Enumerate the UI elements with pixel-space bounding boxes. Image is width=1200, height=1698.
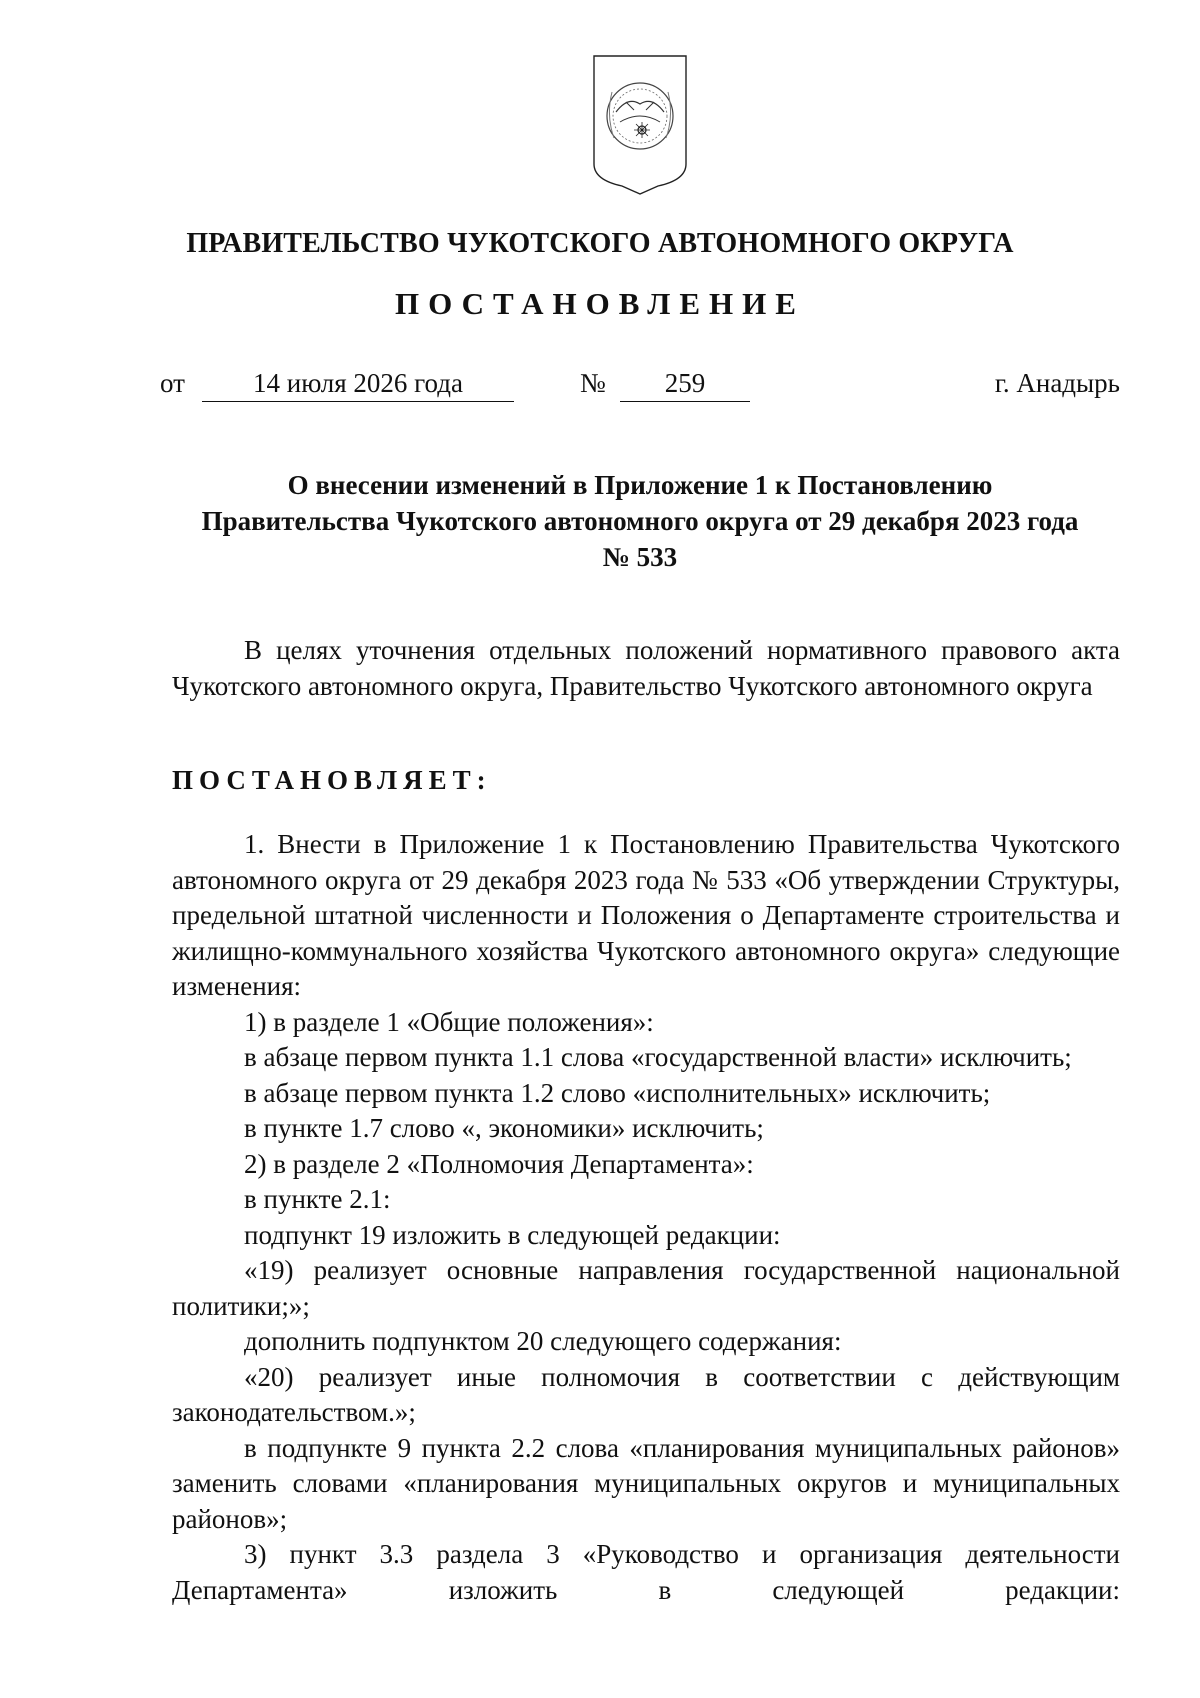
paragraph: 2) в разделе 2 «Полномочия Департамента»: [244, 1148, 754, 1179]
paragraph: 1. Внести в Приложение 1 к Постановлению Правительства Чукотского автономного округа от 29 декабря 2023 года № 533 «Об утверждении Структуры, предельной штатной численности и Положения о Департаменте строительства и жилищно-коммунального хозяйства Чукотского автономного округа» следующие изменения: [172, 829, 1120, 1001]
document-subject [160, 467, 1120, 575]
government-title: ПРАВИТЕЛЬСТВО ЧУКОТСКОГО АВТОНОМНОГО ОКРУГА [186, 228, 1014, 259]
decree-heading: ПОСТАНОВЛЯЕТ: [172, 765, 492, 795]
document-date: 14 июля 2026 года [202, 368, 514, 402]
paragraph: в пункте 2.1: [244, 1184, 391, 1214]
paragraph: «19) реализует основные направления государственной национальной политики;»; [172, 1255, 1120, 1321]
document-number: 259 [620, 368, 750, 402]
intro-paragraph: В целях уточнения отдельных положений нормативного правового акта Чукотского автономного округа, Правительство Чукотского автономного округа [172, 635, 1120, 701]
paragraph: «20) реализует иные полномочия в соответствии с действующим законодательством.»; [172, 1361, 1120, 1427]
subject-line: Правительства Чукотского автономного округа от 29 декабря 2023 года [201, 506, 1079, 536]
word: в [658, 1574, 672, 1605]
paragraph: в пункте 1.7 слово «, экономики» исключить; [244, 1113, 764, 1143]
subject-line: О внесении изменений в Приложение 1 к Постановлению [287, 470, 993, 500]
number-label: № [580, 368, 606, 398]
document-type-title: ПОСТАНОВЛЕНИЕ [395, 286, 805, 321]
paragraph: в абзаце первом пункта 1.1 слова «государственной власти» исключить; [244, 1042, 1072, 1072]
word: изложить [448, 1574, 558, 1605]
paragraph: 1) в разделе 1 «Общие положения»: [244, 1006, 654, 1037]
subject-line: № 533 [602, 542, 678, 572]
word: редакции: [1005, 1574, 1120, 1605]
paragraph: в абзаце первом пункта 1.2 слово «исполнительных» исключить; [244, 1077, 991, 1108]
decree-items [172, 827, 1120, 1608]
paragraph-last-line [172, 1573, 1120, 1609]
document-city: г. Анадырь [994, 368, 1120, 398]
paragraph: в подпункте 9 пункта 2.2 слова «планирования муниципальных районов» заменить словами «планирования муниципальных округов и муниципальных районов»; [172, 1432, 1120, 1534]
date-label: от [160, 368, 185, 398]
intro-section [172, 633, 1120, 704]
word: Департамента» [172, 1574, 348, 1605]
document-meta-row [160, 368, 1120, 408]
coat-of-arms-emblem [590, 52, 690, 202]
paragraph: дополнить подпунктом 20 следующего содержания: [244, 1326, 842, 1356]
paragraph: 3) пункт 3.3 раздела 3 «Руководство и организация деятельности [244, 1539, 1120, 1569]
paragraph: подпункт 19 изложить в следующей редакции: [244, 1219, 781, 1250]
word: следующей [772, 1574, 905, 1605]
